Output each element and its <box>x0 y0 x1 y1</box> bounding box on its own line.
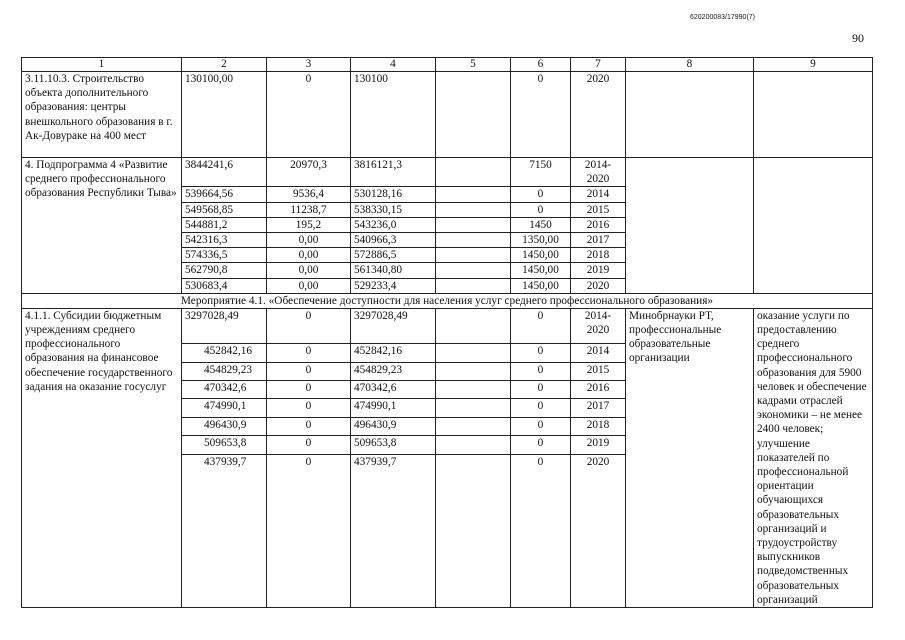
cell-federal: 0,00 <box>267 248 351 263</box>
cell-year: 2018 <box>571 417 626 435</box>
cell-result <box>754 72 873 158</box>
header-cell: 6 <box>511 58 571 72</box>
cell-federal: 11238,7 <box>267 202 351 217</box>
cell-federal: 0 <box>267 399 351 417</box>
cell-republic: 543236,0 <box>351 217 436 232</box>
cell-extra: 0 <box>511 308 571 344</box>
cell-year: 2014-2020 <box>571 308 626 344</box>
cell-year: 2014 <box>571 187 626 202</box>
cell-local <box>436 362 511 380</box>
cell-local <box>436 263 511 278</box>
cell-year: 2015 <box>571 202 626 217</box>
page-number: 90 <box>852 31 864 45</box>
cell-total: 544881,2 <box>182 217 267 232</box>
cell-federal: 0 <box>267 362 351 380</box>
cell-year: 2016 <box>571 217 626 232</box>
cell-federal: 0 <box>267 436 351 454</box>
cell-federal: 20970,3 <box>267 158 351 187</box>
table-row <box>22 293 873 308</box>
cell-republic: 572886,5 <box>351 248 436 263</box>
cell-total: 549568,85 <box>182 202 267 217</box>
cell-federal: 0 <box>267 381 351 399</box>
table-row <box>22 158 873 187</box>
cell-extra: 1450,00 <box>511 248 571 263</box>
row-label: 3.11.10.3. Строительство объекта дополнительного образования: центры внешкольного образования в г. Ак-Довураке на 400 мест <box>22 72 182 158</box>
cell-local <box>436 158 511 187</box>
cell-extra: 0 <box>511 417 571 435</box>
cell-republic: 509653,8 <box>351 436 436 454</box>
cell-republic: 3816121,3 <box>351 158 436 187</box>
cell-extra: 0 <box>511 436 571 454</box>
budget-table <box>21 57 873 608</box>
cell-extra: 0 <box>511 381 571 399</box>
cell-year: 2019 <box>571 436 626 454</box>
cell-republic: 538330,15 <box>351 202 436 217</box>
header-cell: 9 <box>754 58 873 72</box>
cell-year: 2014 <box>571 344 626 362</box>
table-row <box>22 308 873 344</box>
cell-total: 530683,4 <box>182 278 267 293</box>
cell-extra: 0 <box>511 344 571 362</box>
header-cell: 8 <box>626 58 754 72</box>
cell-total: 542316,3 <box>182 233 267 248</box>
cell-federal: 0 <box>267 417 351 435</box>
cell-local <box>436 217 511 232</box>
cell-republic: 470342,6 <box>351 381 436 399</box>
cell-republic: 130100 <box>351 72 436 158</box>
cell-result <box>754 158 873 294</box>
header-row <box>22 58 873 72</box>
cell-local <box>436 278 511 293</box>
cell-federal: 0 <box>267 454 351 608</box>
cell-extra: 1450,00 <box>511 263 571 278</box>
cell-republic: 452842,16 <box>351 344 436 362</box>
cell-year: 2020 <box>571 454 626 608</box>
cell-year: 2019 <box>571 263 626 278</box>
cell-total: 3297028,49 <box>182 308 267 344</box>
cell-local <box>436 72 511 158</box>
cell-total: 574336,5 <box>182 248 267 263</box>
cell-total: 454829,23 <box>182 362 267 380</box>
cell-year: 2018 <box>571 248 626 263</box>
cell-local <box>436 381 511 399</box>
cell-local <box>436 308 511 344</box>
cell-year: 2014-2020 <box>571 158 626 187</box>
cell-republic: 437939,7 <box>351 454 436 608</box>
cell-executor <box>626 72 754 158</box>
cell-extra: 0 <box>511 72 571 158</box>
cell-total: 496430,9 <box>182 417 267 435</box>
cell-total: 130100,00 <box>182 72 267 158</box>
cell-federal: 0,00 <box>267 263 351 278</box>
cell-total: 437939,7 <box>182 454 267 608</box>
cell-republic: 474990,1 <box>351 399 436 417</box>
cell-result: оказание услуги по предоставлению среднего профессионального образования для 5900 человек и обеспечение кадрами отраслей экономики – не менее 2400 человек; улучшение показателей по профессиональной ориентации обучающихся образовательных организаций и трудоустройству выпускников подведомственных образовательных организаций <box>754 308 873 607</box>
cell-republic: 530128,16 <box>351 187 436 202</box>
cell-extra: 0 <box>511 399 571 417</box>
header-cell: 4 <box>351 58 436 72</box>
cell-republic: 529233,4 <box>351 278 436 293</box>
cell-executor <box>626 158 754 294</box>
cell-extra: 1450 <box>511 217 571 232</box>
cell-extra: 1450,00 <box>511 278 571 293</box>
cell-federal: 0 <box>267 308 351 344</box>
document-code: 620200083/17990(7) <box>690 14 756 21</box>
cell-local <box>436 454 511 608</box>
cell-federal: 0,00 <box>267 233 351 248</box>
cell-republic: 3297028,49 <box>351 308 436 344</box>
cell-year: 2020 <box>571 72 626 158</box>
cell-local <box>436 399 511 417</box>
cell-year: 2016 <box>571 381 626 399</box>
cell-total: 474990,1 <box>182 399 267 417</box>
cell-federal: 0 <box>267 72 351 158</box>
cell-total: 539664,56 <box>182 187 267 202</box>
cell-local <box>436 248 511 263</box>
cell-total: 3844241,6 <box>182 158 267 187</box>
cell-extra: 1350,00 <box>511 233 571 248</box>
cell-total: 470342,6 <box>182 381 267 399</box>
cell-republic: 561340,80 <box>351 263 436 278</box>
cell-total: 509653,8 <box>182 436 267 454</box>
cell-extra: 0 <box>511 362 571 380</box>
cell-year: 2020 <box>571 278 626 293</box>
cell-extra: 0 <box>511 187 571 202</box>
header-cell: 2 <box>182 58 267 72</box>
row-label: 4.1.1. Субсидии бюджетным учреждениям среднего профессионального образования на финансовое обеспечение государственного задания на оказание госуслуг <box>22 308 182 607</box>
header-cell: 7 <box>571 58 626 72</box>
table-row <box>22 72 873 158</box>
cell-year: 2017 <box>571 399 626 417</box>
cell-republic: 496430,9 <box>351 417 436 435</box>
cell-local <box>436 436 511 454</box>
cell-total: 562790,8 <box>182 263 267 278</box>
event-heading: Мероприятие 4.1. «Обеспечение доступности для населения услуг среднего профессионального образования» <box>22 293 873 308</box>
cell-local <box>436 202 511 217</box>
cell-year: 2017 <box>571 233 626 248</box>
cell-local <box>436 233 511 248</box>
header-cell: 1 <box>22 58 182 72</box>
cell-federal: 0,00 <box>267 278 351 293</box>
cell-year: 2015 <box>571 362 626 380</box>
cell-local <box>436 344 511 362</box>
cell-total: 452842,16 <box>182 344 267 362</box>
cell-executor: Минобрнауки РТ, профессиональные образовательные организации <box>626 308 754 607</box>
cell-extra: 0 <box>511 202 571 217</box>
cell-local <box>436 187 511 202</box>
cell-extra: 7150 <box>511 158 571 187</box>
cell-extra: 0 <box>511 454 571 608</box>
row-label: 4. Подпрограмма 4 «Развитие среднего профессионального образования Республики Тыва» <box>22 158 182 294</box>
cell-local <box>436 417 511 435</box>
cell-federal: 0 <box>267 344 351 362</box>
cell-republic: 540966,3 <box>351 233 436 248</box>
cell-federal: 195,2 <box>267 217 351 232</box>
header-cell: 3 <box>267 58 351 72</box>
cell-republic: 454829,23 <box>351 362 436 380</box>
cell-federal: 9536,4 <box>267 187 351 202</box>
header-cell: 5 <box>436 58 511 72</box>
